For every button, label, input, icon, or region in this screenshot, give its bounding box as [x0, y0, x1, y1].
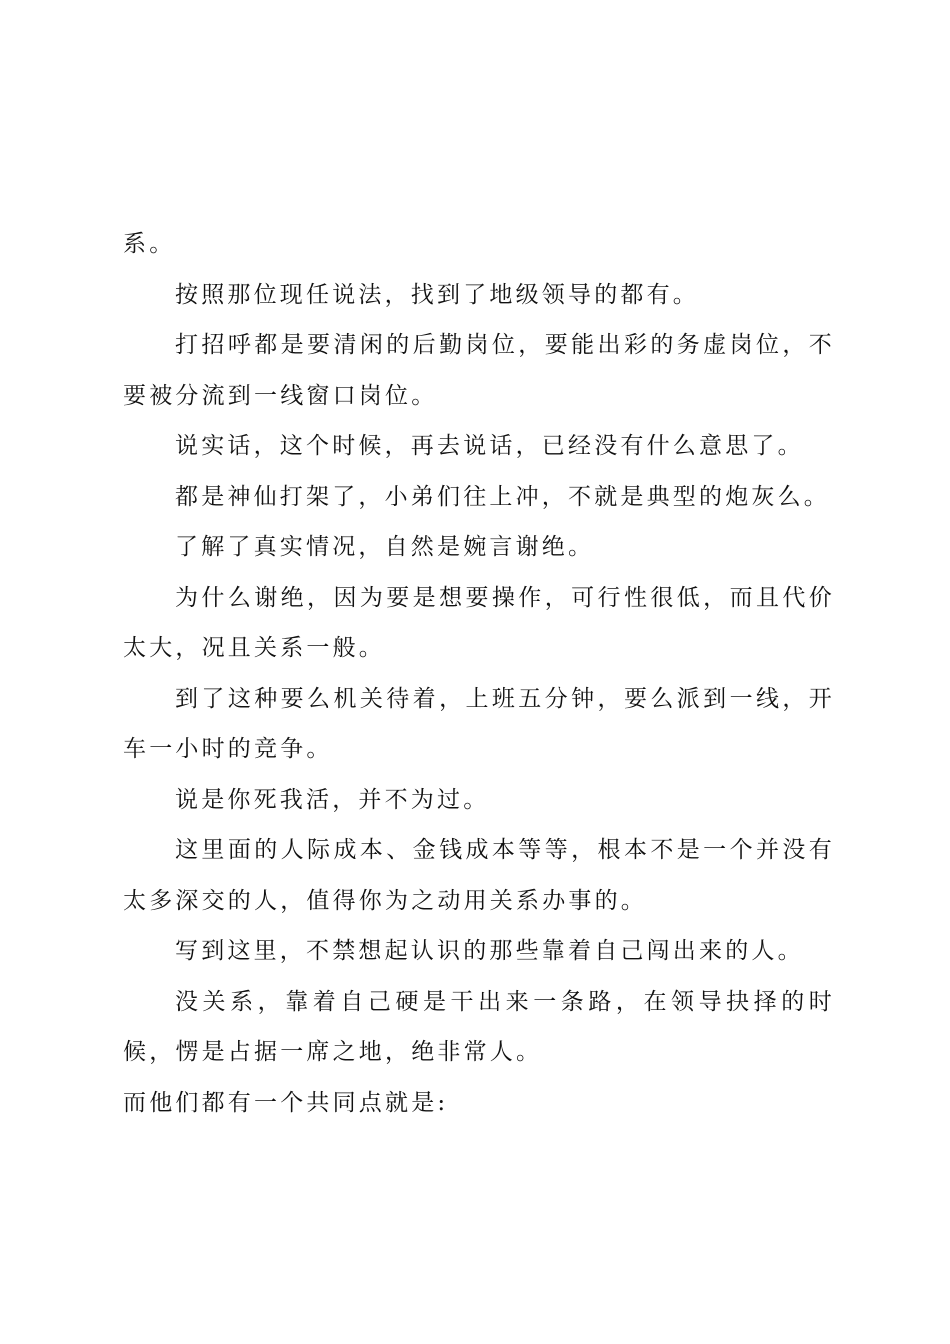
paragraph: 写到这里，不禁想起认识的那些靠着自己闯出来的人。 [175, 938, 804, 964]
paragraph: 没关系，靠着自己硬是干出来一条路，在领导抉择的时候，愣是占据一席之地，绝非常人。 [123, 988, 835, 1065]
paragraph: 系。 [123, 231, 176, 257]
paragraph: 说是你死我活，并不为过。 [175, 786, 490, 813]
paragraph: 这里面的人际成本、金钱成本等等，根本不是一个并没有太多深交的人，值得你为之动用关系办事的。 [123, 837, 835, 914]
paragraph: 了解了真实情况，自然是婉言谢绝。 [175, 534, 595, 560]
paragraph: 而他们都有一个共同点就是: [123, 1089, 449, 1116]
paragraph: 为什么谢绝，因为要是想要操作，可行性很低，而且代价太大，况且关系一般。 [123, 584, 835, 661]
body-text [123, 219, 835, 1128]
paragraph: 到了这种要么机关待着，上班五分钟，要么派到一线，开车一小时的竞争。 [123, 685, 835, 762]
paragraph: 按照那位现任说法，找到了地级领导的都有。 [175, 281, 699, 308]
paragraph: 说实话，这个时候，再去说话，已经没有什么意思了。 [175, 433, 804, 459]
paragraph: 打招呼都是要清闲的后勤岗位，要能出彩的务虚岗位，不要被分流到一线窗口岗位。 [123, 332, 835, 409]
paragraph: 都是神仙打架了，小弟们往上冲，不就是典型的炮灰么。 [175, 483, 830, 510]
